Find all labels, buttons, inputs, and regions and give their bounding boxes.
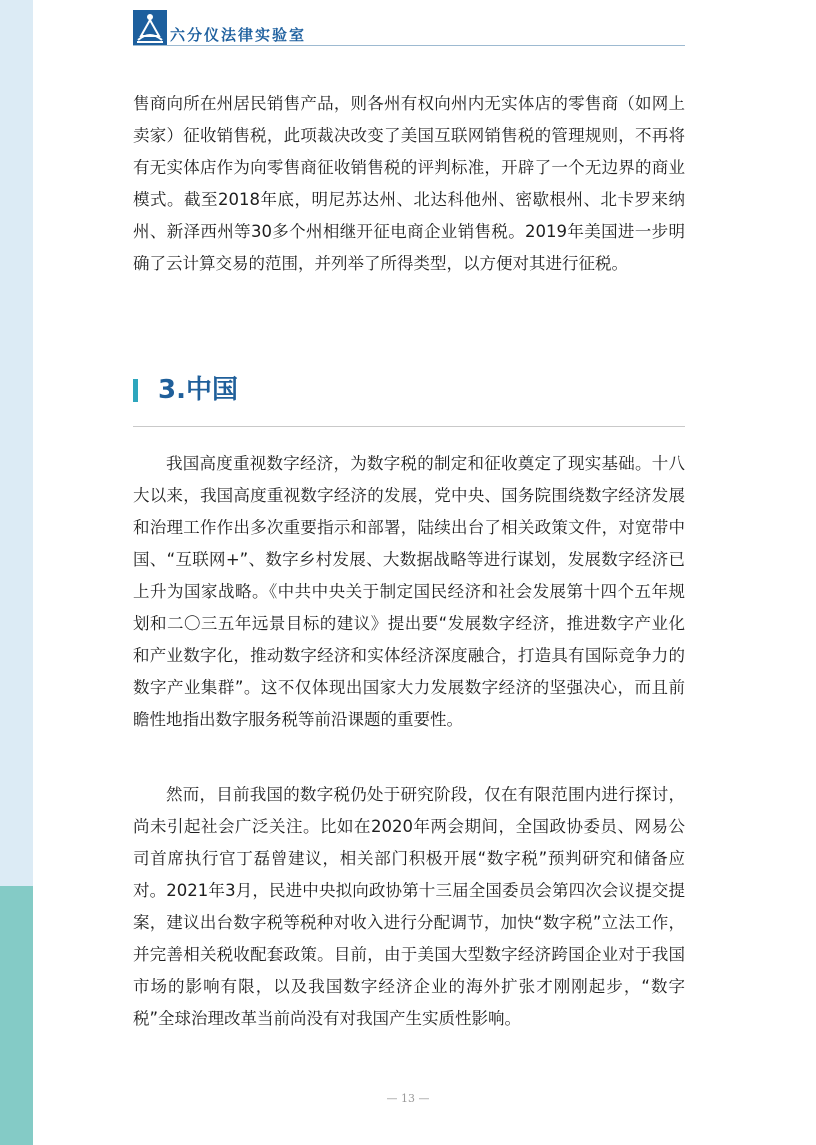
body-paragraph-3: 然而，目前我国的数字税仍处于研究阶段，仅在有限范围内进行探讨，尚未引起社会广泛关注。比如在2020年两会期间，全国政协委员、网易公司首席执行官丁磊曾建议，相关部门积极开展“数字税”预判研究和储备应对。2021年3月，民进中央拟向政协第十三届全国委员会第四次会议提交提案，建议出台数字税等税种对收入进行分配调节，加快“数字税”立法工作，并完善相关税收配套政策。目前，由于美国大型数字经济跨国企业对于我国市场的影响有限，以及我国数字经济企业的海外扩张才刚刚起步，“数字税”全球治理改革当前尚没有对我国产生实质性影响。 bbox=[133, 785, 685, 1028]
header-divider bbox=[133, 45, 685, 46]
side-band-top bbox=[0, 0, 33, 886]
body-paragraph-1: 售商向所在州居民销售产品，则各州有权向州内无实体店的零售商（如网上卖家）征收销售税，此项裁决改变了美国互联网销售税的管理规则，不再将有无实体店作为向零售商征收销售税的评判标准，开辟了一个无边界的商业模式。截至2018年底，明尼苏达州、北达科他州、密歇根州、北卡罗来纳州、新泽西州等30多个州相继开征电商企业销售税。2019年美国进一步明确了云计算交易的范围，并列举了所得类型，以方便对其进行征税。 bbox=[133, 94, 685, 273]
section-heading: 3.中国 bbox=[158, 375, 238, 405]
section-divider bbox=[133, 426, 685, 427]
page-number: — 13 — bbox=[386, 1092, 430, 1105]
section-marker bbox=[133, 379, 138, 402]
sextant-logo-icon bbox=[133, 10, 167, 46]
body-paragraph-2: 我国高度重视数字经济，为数字税的制定和征收奠定了现实基础。十八大以来，我国高度重视数字经济的发展，党中央、国务院围绕数字经济发展和治理工作作出多次重要指示和部署，陆续出台了相关政策文件，对宽带中国、“互联网+”、数字乡村发展、大数据战略等进行谋划，发展数字经济已上升为国家战略。《中共中央关于制定国民经济和社会发展第十四个五年规划和二〇三五年远景目标的建议》提出要“发展数字经济，推进数字产业化和产业数字化，推动数字经济和实体经济深度融合，打造具有国际竞争力的数字产业集群”。这不仅体现出国家大力发展数字经济的坚强决心，而且前瞻性地指出数字服务税等前沿课题的重要性。 bbox=[133, 454, 685, 729]
header-title: 六分仪法律实验室 bbox=[170, 26, 307, 44]
side-band-bottom bbox=[0, 886, 33, 1145]
